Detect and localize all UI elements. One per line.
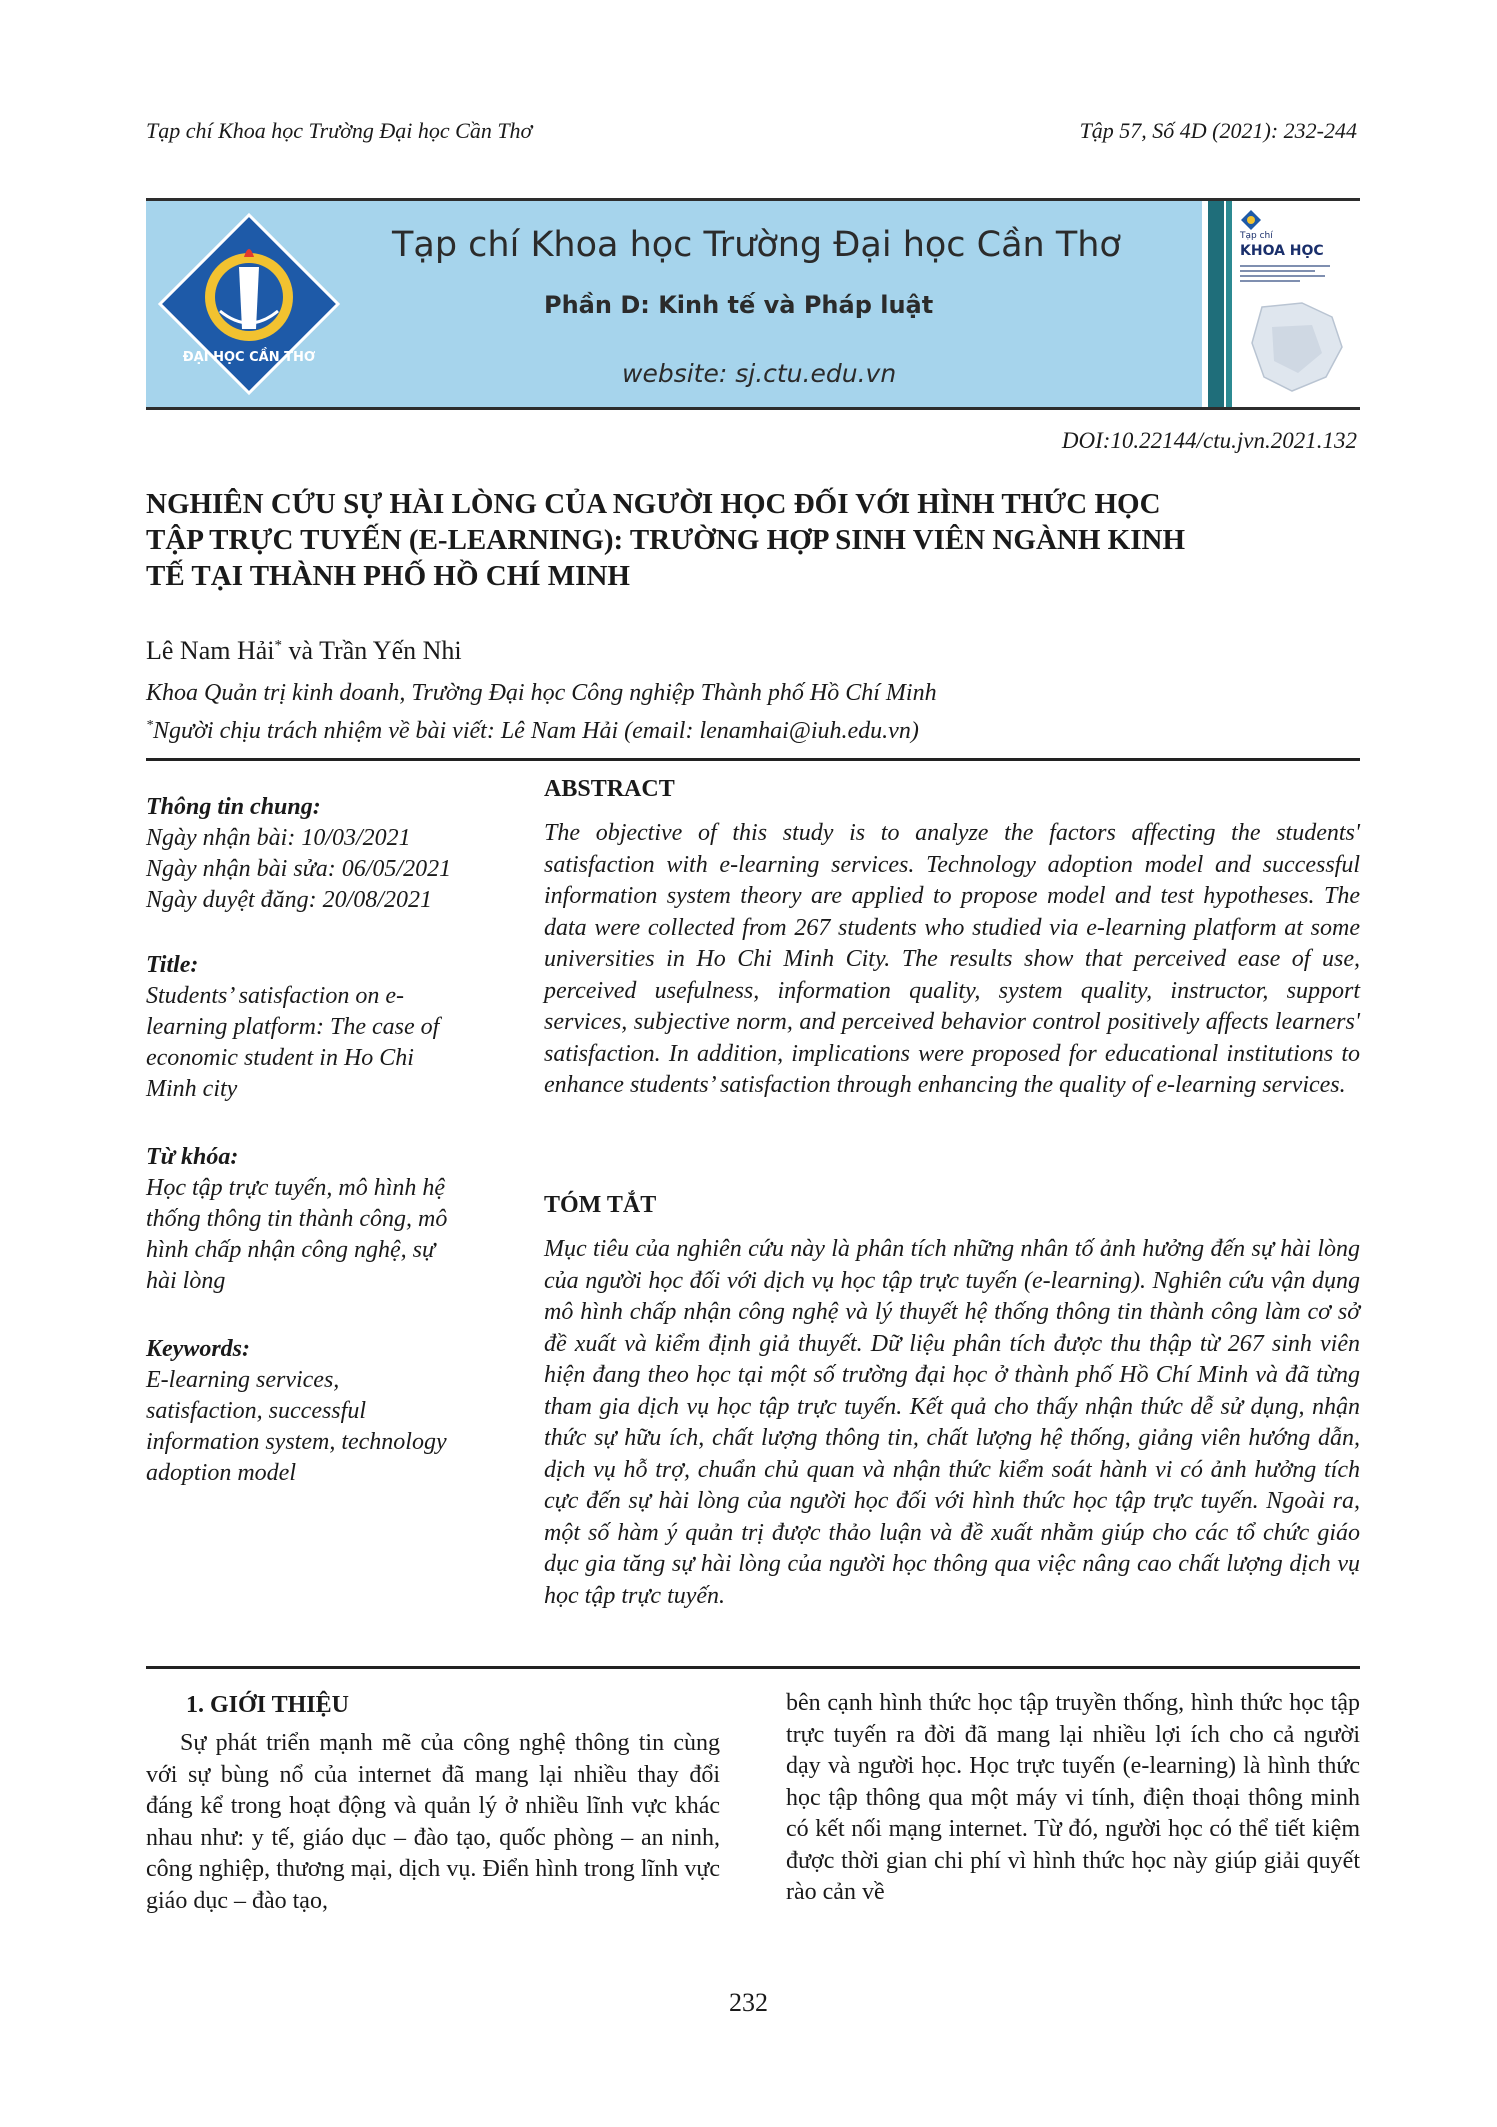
title-heading: Title: bbox=[146, 952, 199, 978]
keywords-line: E-learning services, bbox=[146, 1367, 340, 1393]
cover-title: KHOA HỌC bbox=[1240, 243, 1324, 259]
accepted-date: Ngày duyệt đăng: 20/08/2021 bbox=[146, 887, 432, 913]
english-title-line: Students’ satisfaction on e- bbox=[146, 983, 404, 1009]
body-column-right: bên cạnh hình thức học tập truyền thống, hình thức học tập trực tuyến ra đời đã mang lại nhiều lợi ích cho cả người dạy và người học. Học trực tuyến (e-learning) là hình thức học tập thông qua một máy vi tính, điện thoại thông minh có kết nối mạng internet. Từ đó, người học có thể tiết kiệm được thời gian chi phí vì hình thức học này giúp giải quyết rào cản về bbox=[786, 1690, 1360, 1905]
cover-stripe-secondary bbox=[1226, 201, 1232, 407]
author-second: Trần Yến Nhi bbox=[319, 636, 462, 665]
author-first: Lê Nam Hải bbox=[146, 636, 275, 665]
banner-website[interactable]: website: sj.ctu.edu.vn bbox=[622, 359, 897, 388]
abstract-heading: ABSTRACT bbox=[544, 776, 675, 802]
cover-map-icon bbox=[1242, 297, 1350, 397]
author-connector: và bbox=[282, 636, 320, 665]
keywords-heading: Keywords: bbox=[146, 1336, 250, 1362]
tukhoa-heading: Từ khóa: bbox=[146, 1144, 239, 1170]
logo-text: ĐẠI HỌC CẦN THƠ bbox=[182, 350, 316, 365]
tomtat-text: Mục tiêu của nghiên cứu này là phân tích những nhân tố ảnh hưởng đến sự hài lòng của người học đối với dịch vụ học tập trực tuyến (e-learning). Nghiên cứu vận dụng mô hình chấp nhận công nghệ và lý thuyết hệ thống thông tin thành công làm cơ sở đề xuất và kiểm định giả thuyết. Dữ liệu phân tích được thu thập từ 267 sinh viên hiện đang theo học tại một số trường đại học ở thành phố Hồ Chí Minh và đã từng tham gia dịch vụ học tập trực tuyến. Kết quả cho thấy nhận thức dễ sử dụng, nhận thức sự hữu ích, chất lượng thông tin, chất lượng hệ thống, giảng viên hướng dẫn, dịch vụ hỗ trợ, chuẩn chủ quan và nhận thức kiểm soát hành vi có ảnh hưởng tích cực đến sự hài lòng của người học đối với hình thức học tập trực tuyến. Ngoài ra, một số hàm ý quản trị được thảo luận và đề xuất nhằm giúp cho các tổ chức giáo dục gia tăng sự hài lòng của người học thông qua việc nâng cao chất lượng dịch vụ học tập trực tuyến. bbox=[544, 1236, 1360, 1609]
banner-title: Tạp chí Khoa học Trường Đại học Cần Thơ bbox=[392, 225, 1121, 265]
keywords-line: satisfaction, successful bbox=[146, 1398, 366, 1424]
corresponding-text: Người chịu trách nhiệm về bài viết: Lê Nam Hải (email: lenamhai@iuh.edu.vn) bbox=[153, 718, 919, 744]
cover-text-lines bbox=[1240, 265, 1340, 285]
doi[interactable]: DOI:10.22144/ctu.jvn.2021.132 bbox=[1061, 428, 1357, 453]
title-line: NGHIÊN CỨU SỰ HÀI LÒNG CỦA NGƯỜI HỌC ĐỐI VỚI HÌNH THỨC HỌC bbox=[146, 488, 1161, 520]
keywords-line: adoption model bbox=[146, 1460, 296, 1486]
title-line: TẬP TRỰC TUYẾN (E-LEARNING): TRƯỜNG HỢP SINH VIÊN NGÀNH KINH bbox=[146, 524, 1186, 556]
running-header-volume: Tập 57, Số 4D (2021): 232-244 bbox=[1079, 118, 1357, 143]
title-line: TẾ TẠI THÀNH PHỐ HỒ CHÍ MINH bbox=[146, 560, 630, 592]
running-header-journal: Tạp chí Khoa học Trường Đại học Cần Thơ bbox=[146, 118, 533, 143]
english-title-block bbox=[146, 950, 516, 1105]
tukhoa-line: hình chấp nhận công nghệ, sự bbox=[146, 1237, 436, 1263]
corresponding-mark: * bbox=[274, 637, 283, 654]
section-heading: 1. GIỚI THIỆU bbox=[186, 1692, 349, 1718]
paper-title bbox=[146, 486, 1360, 594]
keywords-block bbox=[146, 1334, 516, 1489]
affiliation: Khoa Quản trị kinh doanh, Trường Đại học Công nghiệp Thành phố Hồ Chí Minh bbox=[146, 680, 937, 706]
keywords-line: information system, technology bbox=[146, 1429, 447, 1455]
tukhoa-line: hài lòng bbox=[146, 1268, 226, 1294]
abstract-text: The objective of this study is to analyze the factors affecting the students' satisfaction with e-learning services. Technology adoption model and successful information system theory are applied to propose model and test hypotheses. The data were collected from 267 students who studied via e-learning platform at some universities in Ho Chi Minh City. The results show that perceived ease of use, perceived usefulness, information quality, system quality, instructor, support services, subjective norm, and perceived behavior control positively affects learners' satisfaction. In addition, implications were proposed for educational institutions to enhance students’ satisfaction through enhancing the quality of e-learning services. bbox=[544, 820, 1360, 1098]
corresponding-mark-footnote: * bbox=[146, 718, 153, 733]
tomtat-heading: TÓM TẮT bbox=[544, 1192, 657, 1218]
banner-subtitle: Phần D: Kinh tế và Pháp luật bbox=[544, 291, 934, 319]
page-number: 232 bbox=[729, 1988, 768, 2017]
tukhoa-block bbox=[146, 1142, 516, 1297]
english-title-line: Minh city bbox=[146, 1076, 238, 1102]
body-column-left: Sự phát triển mạnh mẽ của công nghệ thông tin cùng với sự bùng nổ của internet đã mang lại nhiều thay đổi đáng kể trong hoạt động và quản lý ở nhiều lĩnh vực khác nhau như: y tế, giáo dục – đào tạo, quốc phòng – an ninh, công nghiệp, thương mại, dịch vụ. Điển hình trong lĩnh vực giáo dục – đào tạo, bbox=[146, 1730, 720, 1914]
received-date: Ngày nhận bài: 10/03/2021 bbox=[146, 825, 411, 851]
english-title-line: economic student in Ho Chi bbox=[146, 1045, 414, 1071]
english-title-line: learning platform: The case of bbox=[146, 1014, 440, 1040]
rule-bottom bbox=[146, 1666, 1360, 1669]
author-list bbox=[146, 636, 462, 666]
tukhoa-line: thống thông tin thành công, mô bbox=[146, 1206, 448, 1232]
cover-stripe bbox=[1208, 201, 1224, 407]
cover-label: Tạp chí bbox=[1240, 231, 1273, 241]
rule-top bbox=[146, 758, 1360, 761]
university-logo-icon bbox=[146, 201, 352, 407]
info-heading: Thông tin chung: bbox=[146, 794, 321, 820]
article-info bbox=[146, 792, 516, 916]
tukhoa-line: Học tập trực tuyến, mô hình hệ bbox=[146, 1175, 446, 1201]
revised-date: Ngày nhận bài sửa: 06/05/2021 bbox=[146, 856, 452, 882]
journal-cover-thumbnail bbox=[1202, 201, 1360, 407]
cover-emblem-icon bbox=[1240, 209, 1262, 231]
corresponding-author bbox=[146, 718, 919, 745]
journal-banner bbox=[146, 198, 1360, 410]
